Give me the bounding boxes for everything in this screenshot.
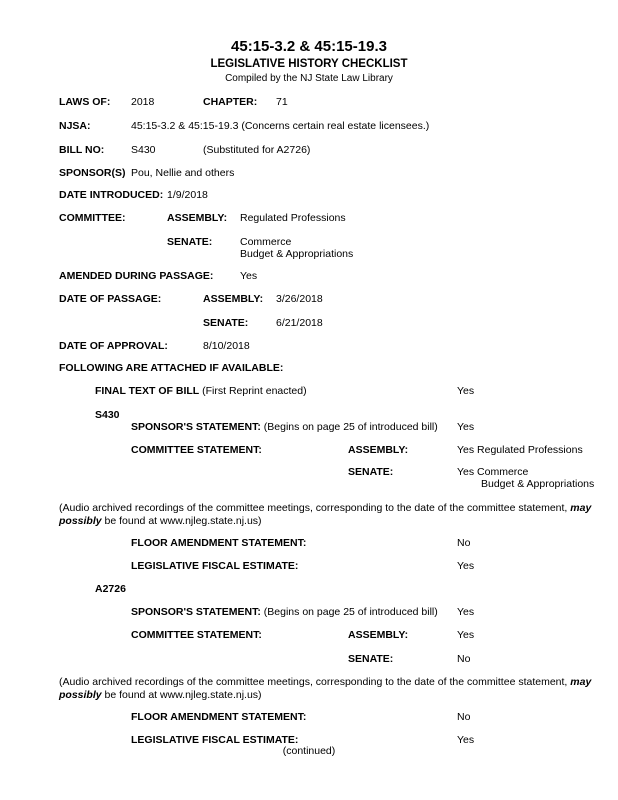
audio-note-end: be found at www.njleg.state.nj.us) <box>101 515 262 527</box>
s430-sponsor-value: Yes <box>457 421 475 433</box>
audio-note-1 <box>59 502 604 528</box>
final-text-value: Yes <box>457 385 475 397</box>
audio-note-emphasis: may possibly <box>59 676 592 701</box>
amended-label: AMENDED DURING PASSAGE: <box>59 270 214 282</box>
passage-assembly-label: ASSEMBLY: <box>203 293 264 305</box>
s430-sponsor-label: SPONSOR'S STATEMENT: <box>131 421 261 433</box>
document-subtitle: LEGISLATIVE HISTORY CHECKLIST <box>210 58 408 70</box>
a2726-assembly-label: ASSEMBLY: <box>348 629 409 641</box>
compiled-by: Compiled by the NJ State Law Library <box>225 73 393 84</box>
approval-value: 8/10/2018 <box>203 340 250 352</box>
s430-senate-value-1: Yes Commerce <box>457 466 529 478</box>
s430-assembly-label: ASSEMBLY: <box>348 444 409 456</box>
sponsors-value: Pou, Nellie and others <box>131 167 235 179</box>
audio-note-emphasis: may possibly <box>59 502 592 527</box>
s430-senate-label: SENATE: <box>348 466 394 478</box>
laws-of-value: 2018 <box>131 96 155 108</box>
bill-no-label: BILL NO: <box>59 144 105 156</box>
final-text-note: (First Reprint enacted) <box>202 385 307 397</box>
s430-fiscal-label: LEGISLATIVE FISCAL ESTIMATE: <box>131 560 299 572</box>
committee-assembly-label: ASSEMBLY: <box>167 212 228 224</box>
a2726-floor-label: FLOOR AMENDMENT STATEMENT: <box>131 711 307 723</box>
s430-floor-value: No <box>457 537 471 549</box>
approval-label: DATE OF APPROVAL: <box>59 340 168 352</box>
date-introduced-value: 1/9/2018 <box>167 189 208 201</box>
passage-senate-label: SENATE: <box>203 317 249 329</box>
passage-assembly-value: 3/26/2018 <box>276 293 323 305</box>
date-introduced-label: DATE INTRODUCED: <box>59 189 164 201</box>
passage-senate-value: 6/21/2018 <box>276 317 323 329</box>
committee-assembly-value: Regulated Professions <box>240 212 346 224</box>
s430-heading: S430 <box>95 409 120 421</box>
chapter-label: CHAPTER: <box>203 96 258 108</box>
committee-label: COMMITTEE: <box>59 212 126 224</box>
a2726-sponsor-note: (Begins on page 25 of introduced bill) <box>263 606 438 618</box>
amended-value: Yes <box>240 270 258 282</box>
document-title: 45:15-3.2 & 45:15-19.3 <box>231 38 387 55</box>
s430-sponsor-note: (Begins on page 25 of introduced bill) <box>263 421 438 433</box>
a2726-sponsor-label: SPONSOR'S STATEMENT: <box>131 606 261 618</box>
njsa-value: 45:15-3.2 & 45:15-19.3 (Concerns certain real estate licensees.) <box>131 120 430 132</box>
s430-committee-label: COMMITTEE STATEMENT: <box>131 444 262 456</box>
committee-senate-label: SENATE: <box>167 236 213 248</box>
a2726-assembly-value: Yes <box>457 629 475 641</box>
attached-heading: FOLLOWING ARE ATTACHED IF AVAILABLE: <box>59 362 284 374</box>
s430-sponsor-row <box>131 421 438 433</box>
final-text-label: FINAL TEXT OF BILL <box>95 385 200 397</box>
sponsors-label: SPONSOR(S) <box>59 167 126 179</box>
committee-senate-value-2: Budget & Appropriations <box>240 248 354 260</box>
njsa-label: NJSA: <box>59 120 91 132</box>
audio-note-2 <box>59 676 604 702</box>
s430-assembly-value: Yes Regulated Professions <box>457 444 583 456</box>
a2726-fiscal-value: Yes <box>457 734 475 746</box>
audio-note-text: (Audio archived recordings of the committee meetings, corresponding to the date of the committee statement, <box>59 676 571 688</box>
laws-of-label: LAWS OF: <box>59 96 111 108</box>
a2726-committee-label: COMMITTEE STATEMENT: <box>131 629 262 641</box>
chapter-value: 71 <box>276 96 288 108</box>
a2726-sponsor-value: Yes <box>457 606 475 618</box>
a2726-floor-value: No <box>457 711 471 723</box>
s430-fiscal-value: Yes <box>457 560 475 572</box>
a2726-fiscal-label: LEGISLATIVE FISCAL ESTIMATE: <box>131 734 299 746</box>
audio-note-end: be found at www.njleg.state.nj.us) <box>101 689 262 701</box>
a2726-senate-value: No <box>457 653 471 665</box>
bill-no-value: S430 <box>131 144 156 156</box>
committee-senate-value-1: Commerce <box>240 236 292 248</box>
passage-label: DATE OF PASSAGE: <box>59 293 162 305</box>
a2726-heading: A2726 <box>95 583 126 595</box>
bill-no-note: (Substituted for A2726) <box>203 144 311 156</box>
final-text-row <box>95 385 307 397</box>
s430-senate-value-2: Budget & Appropriations <box>481 478 595 490</box>
a2726-senate-label: SENATE: <box>348 653 394 665</box>
a2726-sponsor-row <box>131 606 438 618</box>
s430-floor-label: FLOOR AMENDMENT STATEMENT: <box>131 537 307 549</box>
continued-note: (continued) <box>282 745 336 757</box>
audio-note-text: (Audio archived recordings of the committee meetings, corresponding to the date of the committee statement, <box>59 502 571 514</box>
